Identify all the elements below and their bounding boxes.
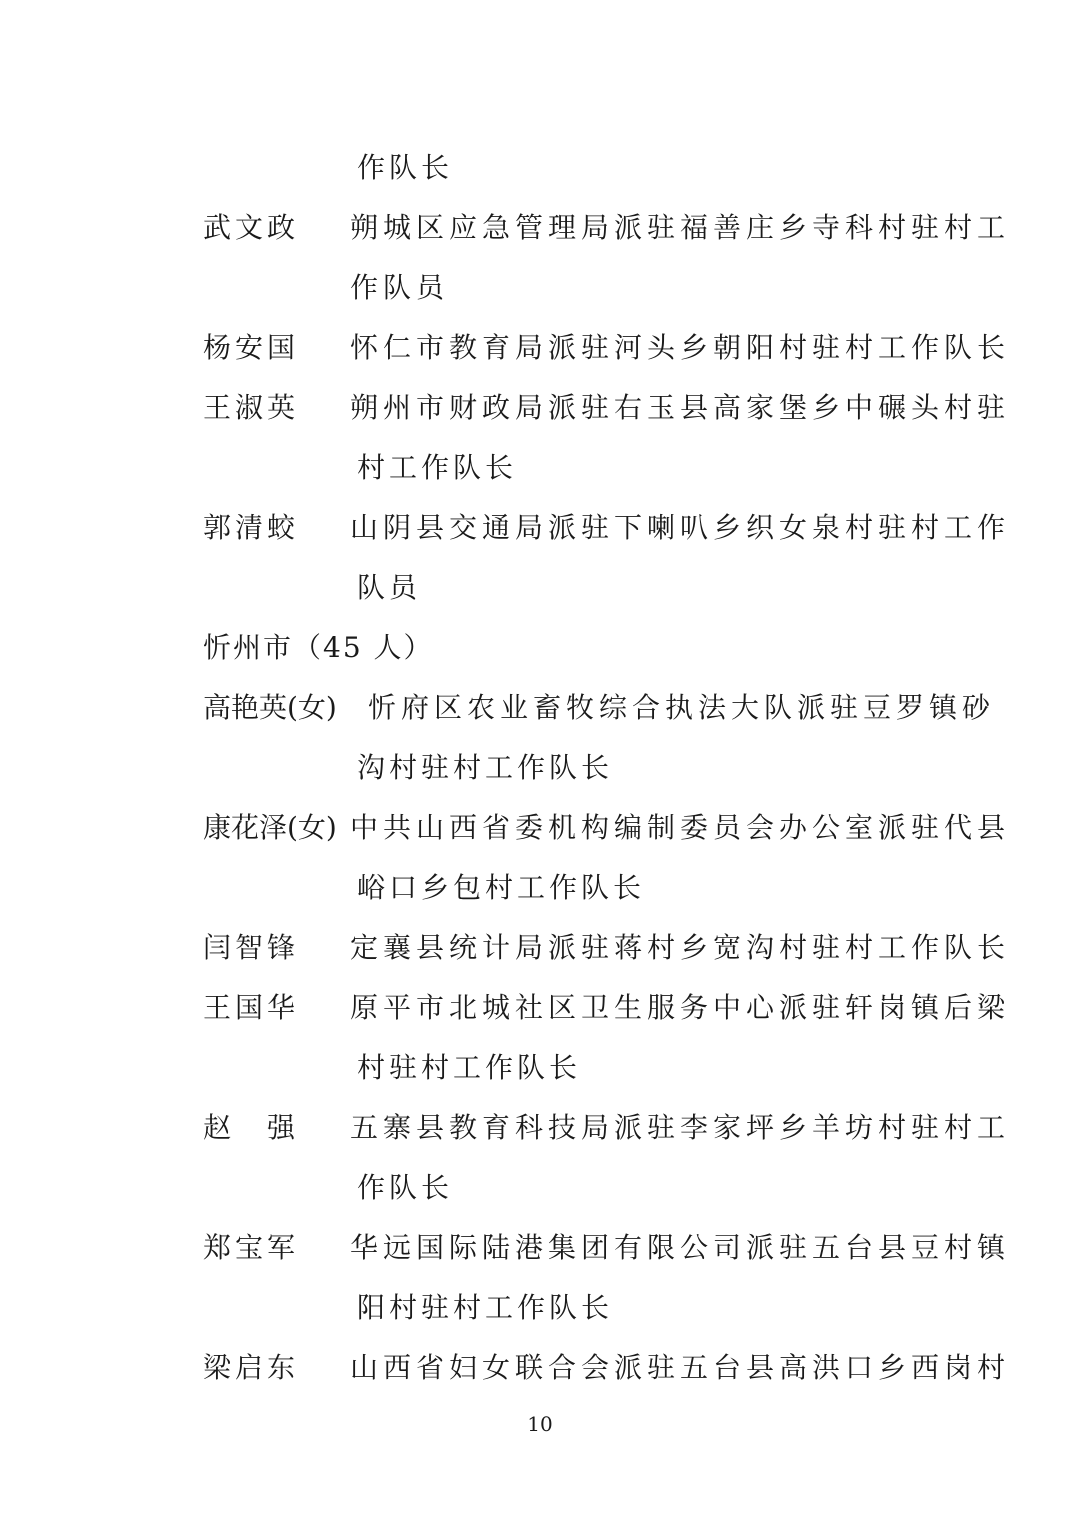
entry-desc-cont: 峪口乡包村工作队长	[357, 871, 646, 904]
entry-desc: 忻府区农业畜牧综合执法大队派驻豆罗镇砂	[368, 691, 996, 724]
entry-name: 赵 强	[203, 1111, 300, 1144]
entry-name: 康花泽(女)	[203, 811, 337, 844]
entry-desc-cont: 作队员	[350, 271, 450, 304]
entry-desc-cont: 队员	[357, 571, 422, 604]
entry-name: 梁启东	[203, 1351, 300, 1384]
entry-desc: 怀仁市教育局派驻河头乡朝阳村驻村工作队长	[350, 331, 1011, 364]
entry-desc-cont: 作队长	[357, 151, 454, 184]
entry-name: 郭清蛟	[203, 511, 300, 544]
page-number: 10	[527, 1412, 553, 1436]
entry-name: 王淑英	[203, 391, 300, 424]
entry-desc: 山西省妇女联合会派驻五台县高洪口乡西岗村	[350, 1351, 1011, 1384]
entry-desc-cont: 沟村驻村工作队长	[357, 751, 614, 784]
entry-desc-cont: 村驻村工作队长	[357, 1051, 582, 1084]
entry-name: 杨安国	[203, 331, 300, 364]
entry-desc: 华远国际陆港集团有限公司派驻五台县豆村镇	[350, 1231, 1011, 1264]
entry-name: 武文政	[203, 211, 300, 244]
entry-desc-cont: 作队长	[357, 1171, 454, 1204]
entry-name: 闫智锋	[203, 931, 300, 964]
entry-desc: 五寨县教育科技局派驻李家坪乡羊坊村驻村工	[350, 1111, 1011, 1144]
entry-desc: 朔州市财政局派驻右玉县高家堡乡中碾头村驻	[350, 391, 1011, 424]
entry-desc: 山阴县交通局派驻下喇叭乡织女泉村驻村工作	[350, 511, 1011, 544]
entry-desc: 原平市北城社区卫生服务中心派驻轩岗镇后梁	[350, 991, 1011, 1024]
entry-desc: 中共山西省委机构编制委员会办公室派驻代县	[350, 811, 1011, 844]
entry-desc: 朔城区应急管理局派驻福善庄乡寺科村驻村工	[350, 211, 1011, 244]
entry-name: 高艳英(女)	[203, 691, 337, 724]
section-heading: 忻州市（45 人）	[203, 631, 434, 664]
entry-name: 王国华	[203, 991, 300, 1024]
entry-desc-cont: 村工作队长	[357, 451, 518, 484]
entry-name: 郑宝军	[203, 1231, 300, 1264]
entry-desc-cont: 阳村驻村工作队长	[357, 1291, 614, 1324]
entry-desc: 定襄县统计局派驻蒋村乡宽沟村驻村工作队长	[350, 931, 1011, 964]
